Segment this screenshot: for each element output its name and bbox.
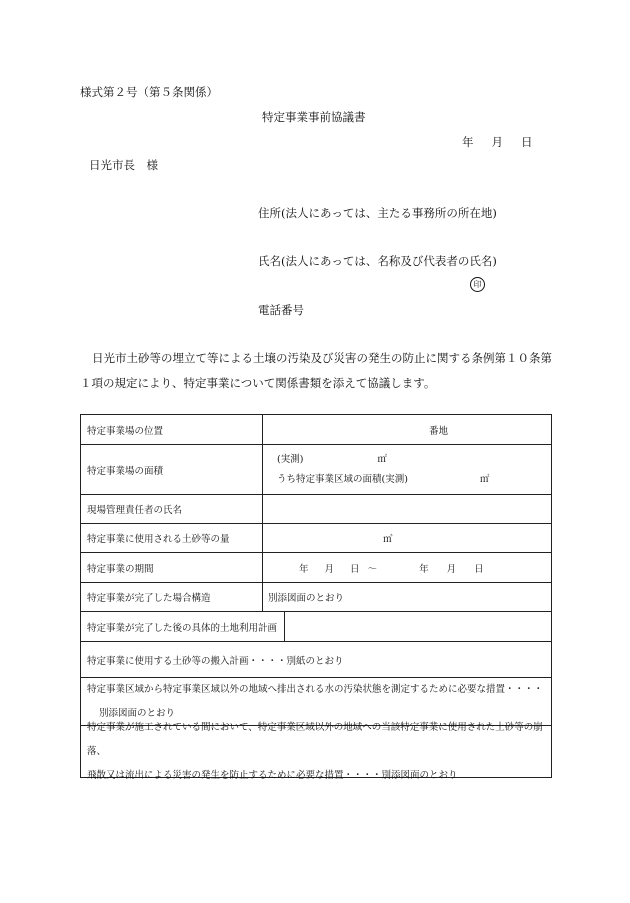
- row-manager: [81, 495, 551, 524]
- delivery-plan: [81, 642, 551, 677]
- phone-label: 電話番号: [258, 303, 304, 317]
- label-period: 特定事業の期間: [81, 553, 263, 582]
- period-start-month: 月: [324, 563, 335, 575]
- disaster-measures-line1: 特定事業が施工されている間において、特定事業区域以外の地域への当該特定事業に使用された土砂等の崩落、: [87, 721, 543, 757]
- value-area[interactable]: [263, 445, 551, 494]
- form-id: 様式第２号（第５条関係）: [80, 85, 218, 99]
- date-year: 年: [462, 135, 474, 149]
- period-end-year: 年: [419, 563, 429, 575]
- row-location: [81, 415, 551, 445]
- delivery-plan-text: 特定事業に使用する土砂等の搬入計画・・・・別紙のとおり: [87, 655, 344, 667]
- date-day: 日: [521, 135, 533, 149]
- soil-volume-unit: ㎥: [383, 534, 393, 545]
- value-location[interactable]: [263, 415, 551, 444]
- period-start-day: 日: [350, 563, 360, 575]
- name-label: 氏名(法人にあっては、名称及び代表者の氏名): [258, 254, 497, 268]
- address-label: 住所(法人にあっては、主たる事務所の所在地): [258, 206, 497, 220]
- period-tilde: ～: [367, 563, 378, 575]
- label-land-use: 特定事業が完了した後の具体的土地利用計画: [81, 612, 285, 641]
- area-unit-sub: ㎡: [479, 473, 490, 485]
- value-structure[interactable]: [263, 583, 551, 611]
- row-structure: [81, 583, 551, 612]
- body-text: 日光市土砂等の埋立て等による土壌の汚染及び災害の発生の防止に関する条例第１０条第１項の規定により、特定事業について関係書類を添えて協議します。: [80, 351, 552, 390]
- label-area: 特定事業場の面積: [81, 445, 263, 494]
- period-end-day: 日: [474, 563, 484, 575]
- row-soil-volume: [81, 524, 551, 553]
- period-start-year: 年: [299, 563, 309, 575]
- value-period[interactable]: [263, 553, 551, 582]
- label-soil-volume: 特定事業に使用される土砂等の量: [81, 524, 263, 552]
- date-month: 月: [491, 135, 503, 149]
- row-period: [81, 553, 551, 583]
- addressee: 日光市長 様: [89, 158, 158, 172]
- row-area: [81, 445, 551, 495]
- label-manager: 現場管理責任者の氏名: [81, 495, 263, 523]
- seal-mark: 印: [470, 277, 485, 292]
- value-manager[interactable]: [263, 495, 551, 523]
- disaster-measures: [81, 721, 551, 781]
- value-soil-volume[interactable]: [263, 524, 551, 552]
- structure-value-text: 別添図面のとおり: [268, 593, 345, 604]
- value-land-use[interactable]: [285, 612, 551, 641]
- area-measured: (実測): [277, 453, 304, 465]
- period-end-month: 月: [446, 563, 457, 575]
- row-land-use: [81, 612, 551, 642]
- area-sub-label: うち特定事業区域の面積(実測): [277, 473, 408, 485]
- label-structure: 特定事業が完了した場合構造: [81, 583, 263, 611]
- row-delivery: [81, 642, 551, 678]
- water-measures-line1: 特定事業区域から特定事業区域以外の地域へ排出される水の汚染状態を測定するために必要な措置・・・・: [87, 683, 544, 695]
- consultation-table: [80, 414, 552, 781]
- area-unit-total: ㎡: [377, 453, 387, 465]
- disaster-measures-line2: 飛散又は流出による災害の発生を防止するために必要な措置・・・・別添図面のとおり: [87, 769, 458, 781]
- row-disaster: [81, 721, 551, 781]
- label-location: 特定事業場の位置: [81, 415, 263, 444]
- document-title: 特定事業事前協議書: [262, 110, 366, 124]
- date-line: [462, 134, 533, 150]
- location-banchi: 番地: [429, 425, 449, 437]
- water-measures-line2: 別添図面のとおり: [99, 707, 176, 719]
